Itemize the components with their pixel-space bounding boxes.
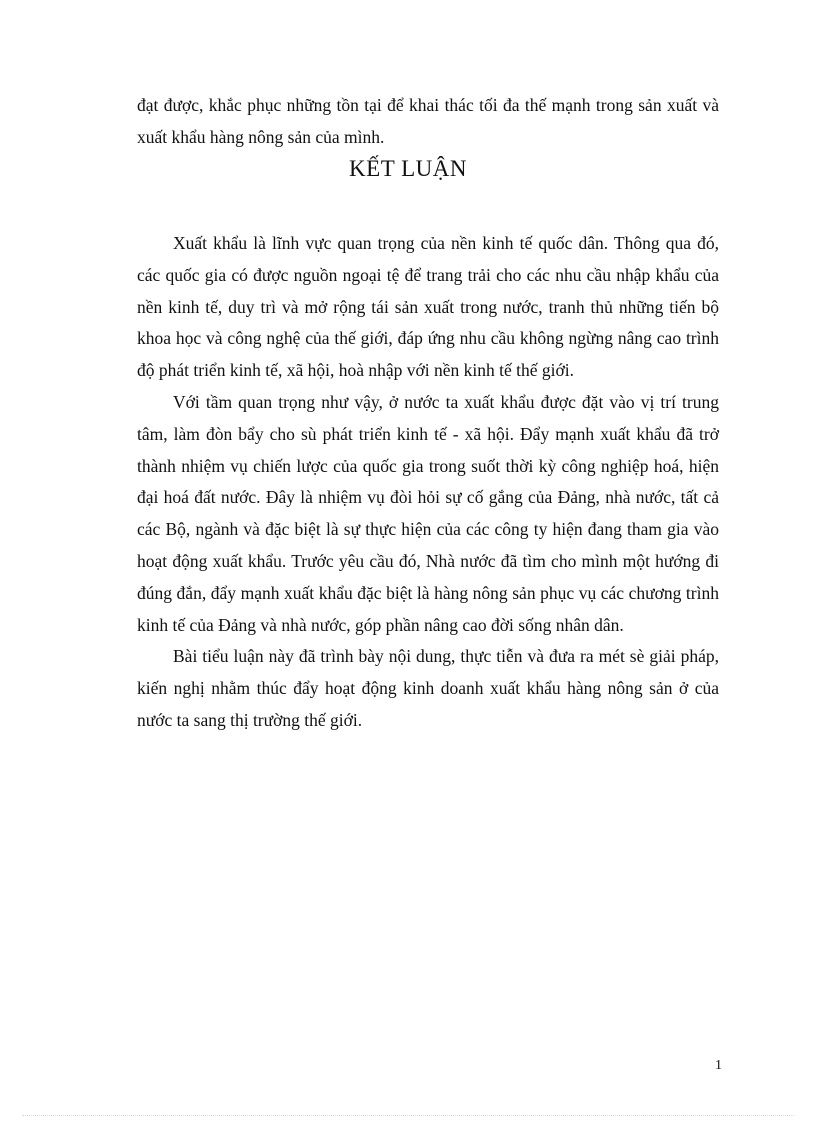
section-heading: KẾT LUẬN (349, 156, 467, 181)
conclusion-body (137, 228, 719, 737)
page-number: 1 (715, 1058, 722, 1073)
intro-paragraph: đạt được, khắc phục những tồn tại để khai thác tối đa thế mạnh trong sản xuất và xuất khẩu hàng nông sản của mình. (137, 95, 719, 147)
page-bottom-divider (22, 1115, 794, 1116)
body-paragraph-1: Xuất khẩu là lĩnh vực quan trọng của nền kinh tế quốc dân. Thông qua đó, các quốc gia có được nguồn ngoại tệ để trang trải cho các nhu cầu nhập khẩu của nền kinh tế, duy trì và mở rộng tái sản xuất trong nước, tranh thủ những tiến bộ khoa học và công nghệ của thế giới, đáp ứng nhu cầu không ngừng nâng cao trình độ phát triển kinh tế, xã hội, hoà nhập với nền kinh tế thế giới. (137, 233, 719, 381)
body-paragraph-2: Với tầm quan trọng như vậy, ở nước ta xuất khẩu được đặt vào vị trí trung tâm, làm đòn bẩy cho sù phát triển kinh tế - xã hội. Đẩy mạnh xuất khẩu đã trở thành nhiệm vụ chiến lược của quốc gia trong suốt thời kỳ công nghiệp hoá, hiện đại hoá đất nước. Đây là nhiệm vụ đòi hỏi sự cố gắng của Đảng, nhà nước, tất cả các Bộ, ngành và đặc biệt là sự thực hiện của các công ty hiện đang tham gia vào hoạt động xuất khẩu. Trước yêu cầu đó, Nhà nước đã tìm cho mình một hướng đi đúng đắn, đẩy mạnh xuất khẩu đặc biệt là hàng nông sản phục vụ các chương trình kinh tế của Đảng và nhà nước, góp phần nâng cao đời sống nhân dân. (137, 391, 719, 635)
body-paragraph-3: Bài tiểu luận này đã trình bày nội dung, thực tiễn và đưa ra mét sè giải pháp, kiến nghị nhằm thúc đẩy hoạt động kinh doanh xuất khẩu hàng nông sản ở của nước ta sang thị trường thế giới. (137, 646, 719, 730)
